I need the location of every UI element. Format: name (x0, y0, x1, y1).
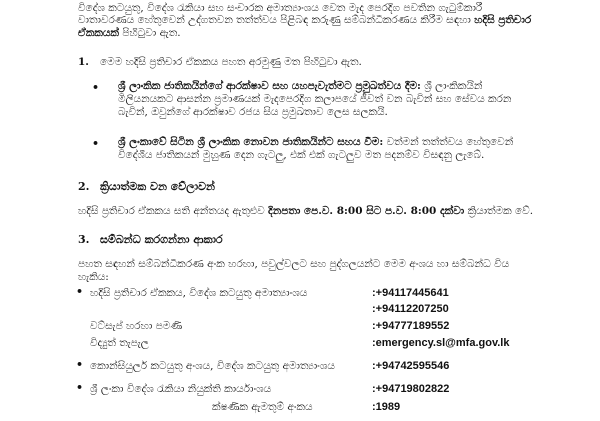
intro-line-2 (78, 14, 600, 26)
contact-value: :+94112207250 (372, 303, 449, 315)
section-2-text-b: දිනපතා පෙ.ව. 8:00 සිට ප.ව. 8:00 දක්වා (268, 205, 465, 217)
bullet-icon: • (92, 137, 100, 150)
section-1-bullet-2-line-1 (118, 136, 600, 148)
intro-line-3-bold: ඒකකයක් (78, 27, 119, 39)
contact-label: හදිසි ප්‍රතිචාර ඒකකය, විදේශ කටයුතු අමාත්‍යාංශය (90, 287, 308, 299)
section-3-title: සම්බන්ධ කරගන්නා ආකාර (100, 233, 223, 246)
section-3-heading (78, 233, 600, 247)
contact-label: ශ්‍රී ලංකා විදේශ රැකියා නියුක්ති කාර්යාංශය (90, 383, 272, 395)
contact-label: කොන්සියුලර් කටයුතු අංශය, විදේශ කටයුතු අමාත්‍යාංශය (90, 360, 335, 372)
intro-line-1: විදේශ කටයුතු, විදේශ රැකියා සහ සංචාරක අමාත්‍යාංශය වෙත මැද පෙරදිග පවතින ගැටුම්කාරී (78, 2, 483, 14)
section-3-line-1: පහත සඳහන් සම්බන්ධීකරණ අංක හරහා, පවුල්වලට සහ පුද්ගලයන්ට මෙම අංශය හා සම්බන්ධ විය (78, 258, 510, 270)
contact-value: :+94719802822 (372, 383, 450, 395)
contact-value: :+94117445641 (372, 287, 449, 299)
section-1-bullet-1-line-3: බැවින්, ඔවුන්ගේ ආරක්ෂාව රජය සිය ප්‍රමුඛතාව ලෙස සලකයි. (118, 106, 388, 118)
section-2-text (78, 205, 600, 217)
contact-value: :1989 (372, 401, 401, 413)
bullet-icon: • (76, 381, 84, 394)
section-1-bullet-2-rest: වත්මන් තත්ත්වය හේතුවෙන් (386, 136, 514, 148)
intro-line-3-text: පිහිටුවා ඇත. (122, 27, 181, 39)
contact-label: ක්ෂණික ඇමතුම් අංකය (212, 401, 313, 413)
contact-label: වට්සැප් හරහා පමණි (90, 320, 183, 332)
contact-email[interactable]: :emergency.sl@mfa.gov.lk (372, 337, 510, 349)
section-1-bullet-1-bold: ශ්‍රී ලාංකික ජාතිකයින්ගේ ආරක්ෂාව සහ යහපැවැත්මට ප්‍රමුඛත්වය දීම: (118, 80, 421, 92)
section-2-heading (78, 180, 600, 194)
intro-line-2-bold: හදිසි ප්‍රතිචාර (474, 14, 532, 26)
intro-line-3 (78, 27, 600, 39)
section-1-number: 1. (78, 56, 89, 68)
section-3-line-2: හැකිය: (78, 271, 109, 283)
contact-label: විද්‍යුත් තැපැල (90, 337, 149, 349)
section-2-text-c: ක්‍රියාත්මක වේ. (467, 205, 534, 217)
section-1-bullet-1-line-2: මිලියනයකට ආසන්න ප්‍රමාණයක් මැදපෙරදිග කලාපයේ ජීවත් වන බැවින් සහ සේවය කරන (118, 93, 512, 105)
contact-value: :+94777189552 (372, 320, 450, 332)
section-1-bullet-1-line-1 (118, 80, 600, 92)
section-1-text: මෙම හදිසි ප්‍රතිචාර ඒකකය පහත අරමුණු මත පිහිටුවා ඇත. (100, 56, 362, 68)
section-1-bullet-2-line-2: විදේශීය ජාතිකයන් මුහුණ දෙන ගැටලු, එක් එක් ගැටලුව මත පදනම්ව විසඳනු ලැබේ. (118, 149, 485, 161)
section-1-bullet-2-bold: ශ්‍රී ලංකාවේ සිටින ශ්‍රී ලාංකික නොවන ජාතිකයින්ට සහය වීම: (118, 136, 384, 148)
intro-line-2-text: වාතාවරණය හේතුවෙන් උද්ගතවන තත්ත්වය පිළිබඳ කරුණු සම්බන්ධීකරණය කිරීම සඳහා (78, 14, 471, 26)
section-1-bullet-1-rest: ශ්‍රී ලාංකිකයින් (424, 80, 483, 92)
section-2-text-a: හදිසි ප්‍රතිචාර ඒකකය සති අන්තයද ඇතුළුව (78, 205, 265, 217)
section-3-number: 3. (78, 233, 90, 246)
contact-value: :+94742595546 (372, 360, 450, 372)
section-2-title: ක්‍රියාත්මක වන වේලාවන් (100, 180, 215, 193)
bullet-icon: • (76, 285, 84, 298)
section-2-number: 2. (78, 180, 90, 193)
bullet-icon: • (76, 358, 84, 371)
bullet-icon: • (92, 81, 100, 94)
section-1-intro (78, 56, 600, 68)
